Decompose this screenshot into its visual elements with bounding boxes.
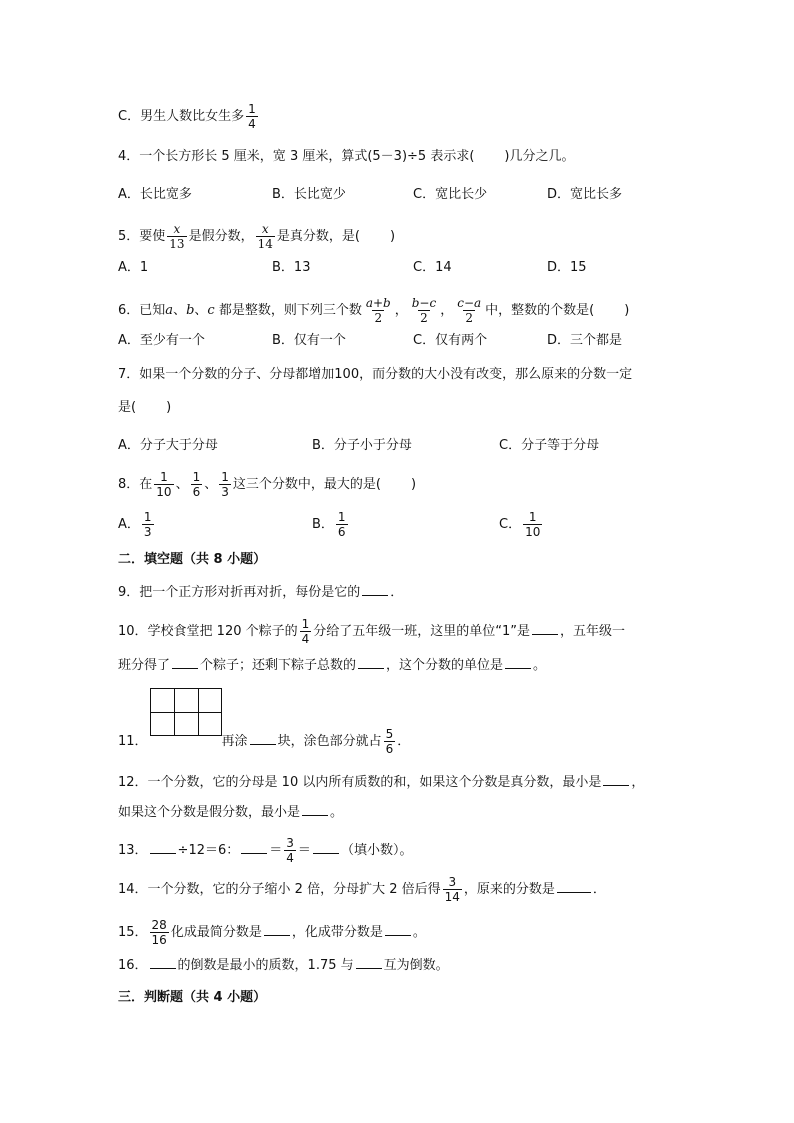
section-2-heading: 二．填空题（共 8 小题） (118, 552, 267, 567)
answer-blank[interactable] (150, 956, 176, 969)
answer-blank[interactable] (603, 773, 629, 786)
q4-text: 4．一个长方形长 5 厘米，宽 3 厘米，算式(5－3)÷5 表示求( (118, 149, 475, 164)
q12-line-1 (118, 773, 644, 792)
answer-blank[interactable] (264, 923, 290, 936)
q13-text: ÷12＝6： (177, 843, 240, 858)
frac-den: 14 (444, 890, 460, 904)
q15-question (118, 918, 426, 947)
q10-text: 10．学校食堂把 120 个粽子的 (118, 624, 298, 639)
q14-question (118, 875, 606, 904)
q4-question (118, 148, 574, 166)
q10-text: 个粽子；还剩下粽子总数的 (200, 658, 357, 673)
q12-line-2 (118, 803, 343, 822)
frac-num: 5 (385, 727, 394, 741)
q7-line-1: 7．如果一个分数的分子、分母都增加100，而分数的大小没有改变，那么原来的分数一定 (118, 367, 633, 382)
q7-text: 是( (118, 400, 137, 415)
q10-text: 分给了五年级一班，这里的单位“1”是 (313, 624, 531, 639)
q6-text: 6．已知 (118, 303, 166, 318)
q12-text: 12．一个分数，它的分母是 10 以内所有质数的和，如果这个分数是真分数，最小是 (118, 775, 602, 790)
q5-close: ) (389, 229, 396, 244)
frac-num: 1 (192, 470, 201, 484)
q5-question (118, 222, 395, 251)
option-fraction (336, 510, 348, 539)
q15-text: ，化成带分数是 (291, 925, 383, 940)
frac-num: c−a (457, 296, 482, 310)
q8-option-a[interactable] (118, 510, 156, 539)
frac-num: a+b (365, 296, 391, 310)
q15-num: 15． (118, 925, 148, 940)
q10-line-1 (118, 617, 625, 646)
q7-line-2 (118, 399, 171, 417)
q6-end: 中，整数的个数是( (485, 303, 595, 318)
sep: 、 (173, 303, 187, 318)
q4-text-end: )几分之几。 (504, 149, 575, 164)
q13-num: 13． (118, 843, 148, 858)
answer-blank[interactable] (356, 956, 382, 969)
q11-end: ． (397, 734, 411, 749)
frac-num: 1 (221, 470, 229, 484)
option-label: B． (312, 517, 334, 532)
frac-num: 1 (528, 510, 537, 524)
q10-text: ，五年级一 (560, 624, 626, 639)
q3c-text: C．男生人数比女生多 (118, 109, 245, 124)
frac-den: 13 (169, 237, 185, 251)
frac-den: 3 (221, 485, 229, 499)
q6-fraction-2 (410, 296, 438, 325)
q10-fraction (300, 617, 312, 646)
answer-blank[interactable] (250, 732, 276, 745)
grid-line (151, 712, 221, 713)
option-label: C． (499, 517, 522, 532)
q7-option-c[interactable]: C．分子等于分母 (499, 438, 600, 453)
q8-option-c[interactable] (499, 510, 544, 539)
sep: 、 (175, 477, 189, 492)
q13-text: ＝ (269, 843, 283, 858)
answer-blank[interactable] (313, 841, 339, 854)
q13-text: ＝ (297, 843, 311, 858)
frac-num: 3 (286, 836, 294, 850)
q8-question (118, 470, 416, 499)
q5-end: 是真分数，是( (276, 229, 360, 244)
q7-option-b[interactable]: B．分子小于分母 (312, 438, 412, 453)
q6-option-b[interactable]: B．仅有一个 (272, 333, 346, 348)
answer-blank[interactable] (385, 923, 411, 936)
q6-option-c[interactable]: C．仅有两个 (413, 333, 488, 348)
q6-option-a[interactable]: A．至少有一个 (118, 333, 205, 348)
q16-num: 16． (118, 958, 148, 973)
option-fraction (142, 510, 154, 539)
q8-end: 这三个分数中，最大的是( (232, 477, 381, 492)
q14-text: 14．一个分数，它的分子缩小 2 倍，分母扩大 2 倍后得 (118, 882, 441, 897)
answer-blank[interactable] (557, 880, 591, 893)
q6-close: ) (624, 303, 630, 318)
q5-fraction-2 (256, 222, 275, 251)
q6-fraction-1 (364, 296, 393, 325)
q6-question: 6．已知a、b、c 都是整数，则下列三个数 $\frac{a+b}{2}$ ， $\frac{b-c}{2}$ ， $\frac{c-a}{2}$ 中，整数的个数是( ) (118, 296, 630, 325)
option-label: A． (118, 517, 140, 532)
frac-den: 4 (248, 117, 256, 131)
q5-fraction-1 (167, 222, 186, 251)
q16-end: 互为倒数。 (383, 958, 449, 973)
option-fraction (523, 510, 542, 539)
frac-den: 6 (337, 525, 346, 539)
frac-den: 10 (156, 485, 172, 499)
q10-text: ，这个分数的单位是 (386, 658, 504, 673)
frac-den: 10 (525, 525, 541, 539)
answer-blank[interactable] (505, 656, 531, 669)
var-c: c (207, 303, 215, 318)
q14-end: ． (592, 882, 606, 897)
q11-fraction (384, 727, 396, 756)
q3-option-c (118, 102, 260, 131)
q13-question (118, 836, 412, 865)
q8-fraction-2 (191, 470, 203, 499)
q5-option-b[interactable]: B．13 (272, 260, 311, 275)
q15-fraction (150, 918, 169, 947)
frac-den: 4 (301, 632, 310, 646)
q8-close: ) (410, 477, 417, 492)
q11-text: 再涂 (221, 734, 248, 749)
q8-option-b[interactable] (312, 510, 350, 539)
answer-blank[interactable] (532, 622, 558, 635)
q12-text: ， (631, 775, 645, 790)
answer-blank[interactable] (302, 803, 328, 816)
q5-text: 5．要使 (118, 229, 166, 244)
frac-num: x (173, 222, 181, 236)
frac-num: 1 (160, 470, 168, 484)
q6-option-d[interactable]: D．三个都是 (547, 333, 623, 348)
frac-num: 3 (448, 875, 457, 889)
q7-option-a[interactable]: A．分子大于分母 (118, 438, 218, 453)
q6-fraction-3 (455, 296, 483, 325)
frac-num: 1 (301, 617, 310, 631)
q4-option-d[interactable]: D．宽比长多 (547, 187, 623, 202)
answer-blank[interactable] (241, 841, 267, 854)
q4-option-c[interactable]: C．宽比长少 (413, 187, 488, 202)
q15-end: 。 (412, 925, 426, 940)
frac-num: 1 (248, 102, 256, 116)
q8-text: 8．在 (118, 477, 153, 492)
q12-text: 如果这个分数是假分数，最小是 (118, 805, 301, 820)
frac-den: 4 (286, 851, 294, 865)
q16-question (118, 956, 449, 975)
q10-text: 班分得了 (118, 658, 171, 673)
answer-blank[interactable] (172, 656, 198, 669)
frac-den: 3 (143, 525, 152, 539)
q8-fraction-3 (219, 470, 231, 499)
q4-option-b[interactable]: B．长比宽少 (272, 187, 346, 202)
q8-fraction-1 (154, 470, 173, 499)
q11-question (118, 727, 410, 756)
q5-mid: 是假分数， (188, 229, 254, 244)
q15-text: 化成最简分数是 (170, 925, 262, 940)
q9-text: 9．把一个正方形对折再对折，每份是它的 (118, 585, 361, 600)
q14-fraction (443, 875, 462, 904)
sep: 、 (194, 303, 208, 318)
q4-option-a[interactable]: A．长比宽多 (118, 187, 192, 202)
q5-option-a[interactable]: A．1 (118, 260, 149, 275)
frac-num: b−c (411, 296, 437, 310)
answer-blank[interactable] (362, 583, 388, 596)
q5-option-c[interactable]: C．14 (413, 260, 452, 275)
sep: 、 (204, 477, 218, 492)
q7-close: ) (166, 400, 172, 415)
frac-den: 2 (374, 311, 383, 325)
q12-text: 。 (330, 805, 344, 820)
frac-den: 14 (257, 237, 273, 251)
q10-text: 。 (533, 658, 547, 673)
q13-text: （填小数）。 (340, 843, 413, 858)
frac-den: 2 (420, 311, 428, 325)
section-3-heading: 三．判断题（共 4 小题） (118, 990, 267, 1005)
q16-text: 的倒数是最小的质数，1.75 与 (177, 958, 354, 973)
answer-blank[interactable] (358, 656, 384, 669)
frac-den: 2 (465, 311, 473, 325)
q11-mid: 块，涂色部分就占 (277, 734, 382, 749)
q9-end: ． (390, 585, 404, 600)
var-a: a (165, 303, 174, 318)
answer-blank[interactable] (150, 841, 176, 854)
frac-den: 6 (385, 742, 394, 756)
q6-mid: 都是整数，则下列三个数 (214, 303, 362, 318)
frac-num: 28 (151, 918, 167, 932)
frac-num: 1 (143, 510, 152, 524)
q10-line-2 (118, 656, 546, 675)
q9-question (118, 583, 403, 602)
q14-text: ，原来的分数是 (463, 882, 555, 897)
frac-num: 1 (337, 510, 346, 524)
q3c-fraction (246, 102, 258, 131)
q5-option-d[interactable]: D．15 (547, 260, 587, 275)
q13-fraction (284, 836, 296, 865)
q11-num: 11． (118, 734, 148, 749)
frac-den: 6 (192, 485, 201, 499)
frac-den: 16 (151, 933, 167, 947)
var-b: b (186, 303, 195, 318)
frac-num: x (261, 222, 269, 236)
